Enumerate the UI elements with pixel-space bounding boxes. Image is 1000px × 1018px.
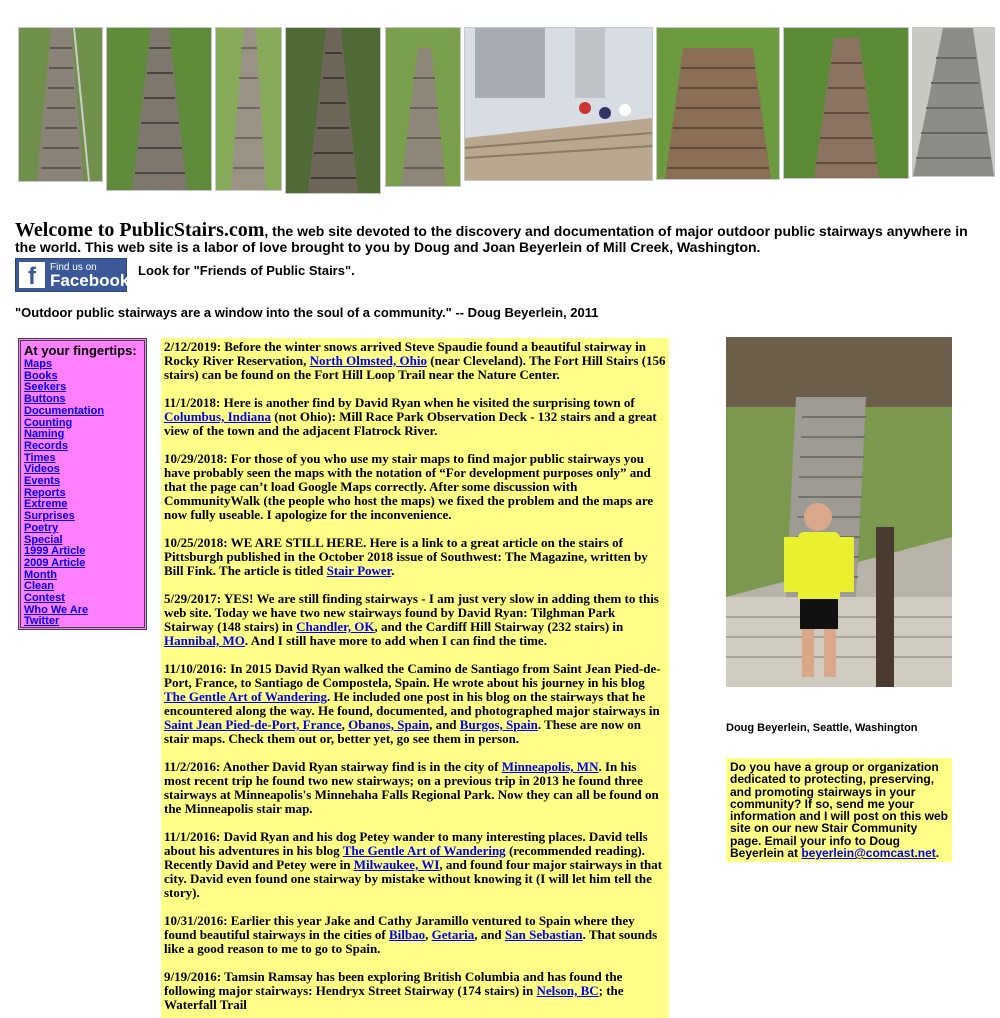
welcome-text [15,219,990,255]
community-box [726,758,952,862]
sidebar-link-clean[interactable]: Clean [24,580,54,593]
intro-text: , the web site devoted to the discovery and documentation of major outdoor public stairways anywhere in the world. This web site is a labor of love brought to you by Doug and Joan Beyerlein of Mill Creek, Washington. [15,223,968,255]
photo-caption: Doug Beyerlein, Seattle, Washington [726,722,918,734]
sidebar-link-who-we-are[interactable]: Who We Are [24,603,89,616]
sidebar-link-special[interactable]: Special [24,533,63,546]
news-item [164,536,666,578]
sidebar-links [24,359,141,628]
news-text: 10/29/2018: For those of you who use my stair maps to find major public stairways you have probably seen the maps with the notation of “For development purposes only” and that the page can’t load Google Maps correctly. After some discussion with CommunityWalk (the people who host the maps) we fixed the problem and the maps are now fully useable. I apologize for the inconvenience. [164,451,654,522]
news-text: 5/29/2017: YES! We are still finding stairways - I am just very slow in adding them to this web site. Today we have two new stairways found by David Ryan: Tilghman Park Stairway (148 stairs) in [164,591,659,634]
news-text: 11/2/2016: Another David Ryan stairway find is in the city of [164,759,502,774]
news-link[interactable]: Columbus, Indiana [164,409,271,424]
news-text: 10/25/2018: WE ARE STILL HERE. Here is a link to a great article on the stairs of Pittsburgh published in the October 2018 issue of Southwest: The Magazine, written by Bill Fink. The article is titled [164,535,648,578]
news-text: . [391,563,395,578]
stairway-photo-9 [912,27,995,177]
news-text: , and [474,927,505,942]
news-text: 2/12/2019: Before the winter snows arrived Steve Spaudie found a beautiful stairway in Rocky River Reservation, [164,339,646,368]
site-name: Welcome to PublicStairs.com [15,219,265,241]
email-link[interactable]: beyerlein@comcast.net [801,846,936,861]
news-link[interactable]: The Gentle Art of Wandering [342,843,506,858]
sidebar-link-surprises[interactable]: Surprises [24,510,75,523]
news-item [164,396,666,438]
sidebar-link-records[interactable]: Records [24,439,69,452]
stairway-photo-5 [385,27,461,187]
stairway-photo-4 [285,27,381,194]
sidebar-link-2009-article[interactable]: 2009 Article [24,556,86,569]
news-text: (near Cleveland). The Fort Hill Stairs (156 stairs) can be found on the Fort Hill Loop Trail near the Nature Center. [164,353,666,382]
news-text: , [341,717,349,732]
news-item [164,830,666,900]
sidebar-link-maps[interactable]: Maps [24,358,53,370]
stairway-photo-1 [18,27,103,182]
community-text: Do you have a group or organization dedicated to protecting, preserving, and promoting stairways in your community? If so, send me your information and I will post on this web site on our new Stair Community page. Email your info to Doug Beyerlein at [730,760,948,861]
sidebar-link-times[interactable]: Times [24,451,56,464]
news-item [164,592,666,648]
news-link[interactable]: The Gentle Art of Wandering [164,689,327,704]
news-link[interactable]: Milwaukee, WI [353,857,440,872]
facebook-line1: Find us on [50,262,97,273]
facebook-button[interactable] [15,258,130,292]
portrait-photo [726,337,952,687]
news-panel [161,338,669,1018]
news-text: (not Ohio): Mill Race Park Observation Deck - 132 stairs and a great view of the town and the adjacent Flatrock River. [164,409,657,438]
news-link[interactable]: Minneapolis, MN [501,759,599,774]
news-link[interactable]: North Olmsted, Ohio [309,353,427,368]
sidebar-link-videos[interactable]: Videos [24,463,60,476]
sidebar-link-documentation[interactable]: Documentation [24,404,105,417]
news-link[interactable]: San Sebastian [504,927,583,942]
sidebar [18,338,147,630]
news-item [164,662,666,746]
news-link[interactable]: Chandler, OK [296,619,375,634]
news-text: , and [429,717,460,732]
sidebar-heading: At your fingertips: [24,343,137,358]
news-text: . That sounds like a good reason to me to go to Spain. [164,927,658,956]
sidebar-link-reports[interactable]: Reports [24,486,66,499]
sidebar-link-counting[interactable]: Counting [24,416,73,429]
sidebar-link-twitter[interactable]: Twitter [24,615,60,628]
sidebar-link-events[interactable]: Events [24,475,61,488]
news-text: 11/1/2016: David Ryan and his dog Petey wander to many interesting places. David tells about his adventures in his blog [164,829,648,858]
sidebar-link-buttons[interactable]: Buttons [24,393,66,406]
news-text: . In his most recent trip he found two new stairways; on a previous trip in 2013 he found three stairways at Minneapolis's Minnehaha Falls Regional Park. Now they can all be found on the Minneapolis stair map. [164,759,659,816]
news-text: . And I still have more to add when I can find the time. [244,633,547,648]
news-item [164,760,666,816]
news-text: 9/19/2016: Tamsin Ramsay has been exploring British Columbia and has found the following major stairways: Hendryx Street Stairway (174 stairs) in [164,969,623,998]
sidebar-link-contest[interactable]: Contest [24,592,65,605]
news-item [164,452,666,522]
friends-text: Look for "Friends of Public Stairs". [138,263,355,278]
facebook-line2: Facebook [50,271,130,290]
news-text: 11/1/2018: Here is another find by David Ryan when he visited the surprising town of [164,395,635,410]
news-text: 11/10/2016: In 2015 David Ryan walked the Camino de Santiago from Saint Jean Pied-de-Port, France, to Santiago de Compostela, Spain. He wrote about his journey in his blog [164,661,661,690]
news-text: 10/31/2016: Earlier this year Jake and Cathy Jaramillo ventured to Spain where they found beautiful stairways in the cities of [164,913,635,942]
news-text: , [425,927,432,942]
news-link[interactable]: Stair Power [326,563,392,578]
news-link[interactable]: Burgos, Spain [459,717,538,732]
news-item [164,970,666,1012]
sidebar-link-month[interactable]: Month [24,568,57,581]
community-end: . [935,846,940,861]
news-link[interactable]: Nelson, BC [536,983,599,998]
stairway-photo-7 [656,27,780,180]
news-text: (recommended reading). Recently David and Petey were in [164,843,645,872]
sidebar-link-1999-article[interactable]: 1999 Article [24,545,86,558]
stairway-photo-8 [783,27,909,179]
news-link[interactable]: Bilbao [388,927,426,942]
sidebar-link-poetry[interactable]: Poetry [24,521,59,534]
facebook-icon: f [19,262,45,288]
news-item [164,914,666,956]
news-link[interactable]: Hannibal, MO [164,633,245,648]
news-text: , and found four major stairways in that city. David even found one stairway by mistake without knowing it (I will let him tell the story). [164,857,663,900]
stairway-photo-3 [215,27,282,191]
sidebar-link-extreme[interactable]: Extreme [24,498,68,511]
sidebar-link-seekers[interactable]: Seekers [24,381,67,394]
news-item [164,340,666,382]
news-link[interactable]: Getaria [431,927,475,942]
stairway-photo-6 [464,27,653,181]
sidebar-link-books[interactable]: Books [24,369,58,382]
stairway-photo-2 [106,27,212,191]
quote: "Outdoor public stairways are a window into the soul of a community." -- Doug Beyerlein, 2011 [15,305,599,320]
news-text: . These are now on stair maps. Check them out or, better yet, go see them in person. [164,717,642,746]
news-link[interactable]: Saint Jean Pied-de-Port, France [164,717,342,732]
news-link[interactable]: Obanos, Spain [348,717,430,732]
news-text: ; the Waterfall Trail [164,983,624,1012]
sidebar-link-naming[interactable]: Naming [24,428,65,441]
news-text: . He included one post in his blog on the stairways that he encountered along the way. He found, documented, and photographed major stairways in [164,689,660,718]
news-text: , and the Cardiff Hill Stairway (232 stairs) in [374,619,624,634]
